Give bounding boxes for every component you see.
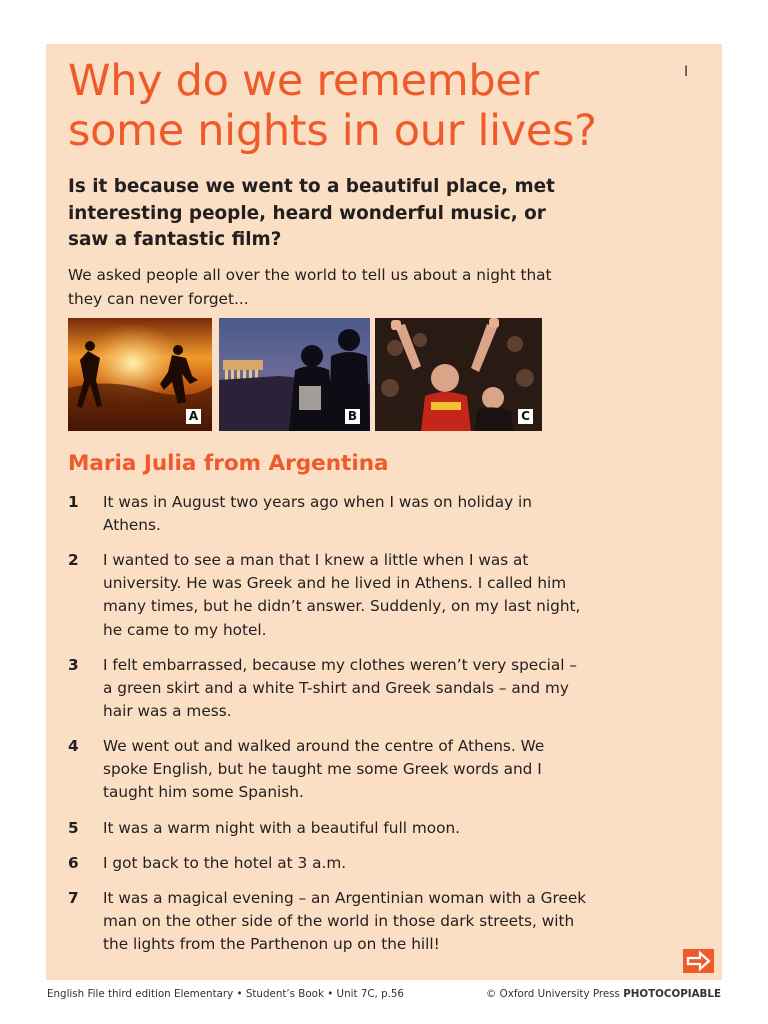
arrow-right-icon — [683, 949, 714, 973]
intro-text: We asked people all over the world to tell us about a night that they can never forget... — [68, 266, 552, 308]
item-number: 5 — [68, 819, 79, 837]
section-title: Maria Julia from Argentina — [68, 451, 389, 476]
photo-c — [375, 318, 542, 431]
item-text: It was a magical evening – an Argentinian woman with a Greek man on the other side of the world in those dark streets, with the lights from the Parthenon up on the hill! — [103, 889, 587, 954]
list-item — [68, 817, 588, 840]
football-fans-photo — [375, 318, 542, 431]
photo-label-c: C — [518, 409, 533, 424]
item-number: 6 — [68, 854, 79, 872]
photo-label-a: A — [186, 409, 201, 424]
footer-copyright — [486, 988, 721, 1000]
photo-a — [68, 318, 212, 431]
photo-label-b: B — [345, 409, 360, 424]
item-number: 7 — [68, 889, 79, 907]
list-item — [68, 887, 588, 957]
footer-photocopiable: PHOTOCOPIABLE — [623, 988, 721, 1000]
item-number: 1 — [68, 493, 79, 511]
list-item — [68, 491, 588, 537]
item-number: 2 — [68, 551, 79, 569]
photo-b — [219, 318, 370, 431]
item-number: 3 — [68, 656, 79, 674]
next-page-button[interactable] — [683, 949, 714, 973]
item-text: I wanted to see a man that I knew a little when I was at university. He was Greek and he lived in Athens. I called him many times, but he didn’t answer. Suddenly, on my last night, he came to my hotel. — [103, 551, 581, 639]
list-item — [68, 735, 588, 805]
page-number: I — [684, 64, 689, 80]
list-item — [68, 549, 588, 642]
item-text: I felt embarrassed, because my clothes weren’t very special – a green skirt and a white T-shirt and Greek sandals – and my hair was a mess. — [103, 656, 578, 721]
page-title: Why do we remember some nights in our lives? — [68, 56, 597, 156]
list-item — [68, 654, 588, 724]
item-number: 4 — [68, 737, 79, 755]
footer-copyright-text: © Oxford University Press — [486, 988, 624, 1000]
list-item — [68, 852, 588, 875]
item-text: We went out and walked around the centre of Athens. We spoke English, but he taught me some Greek words and I taught him some Spanish. — [103, 737, 545, 802]
item-text: I got back to the hotel at 3 a.m. — [103, 854, 347, 872]
item-text: It was in August two years ago when I was on holiday in Athens. — [103, 493, 532, 535]
item-text: It was a warm night with a beautiful full moon. — [103, 819, 461, 837]
footer-source: English File third edition Elementary • Student’s Book • Unit 7C, p.56 — [47, 988, 404, 1000]
subtitle: Is it because we went to a beautiful place, met interesting people, heard wonderful music, or saw a fantastic film? — [68, 176, 555, 250]
